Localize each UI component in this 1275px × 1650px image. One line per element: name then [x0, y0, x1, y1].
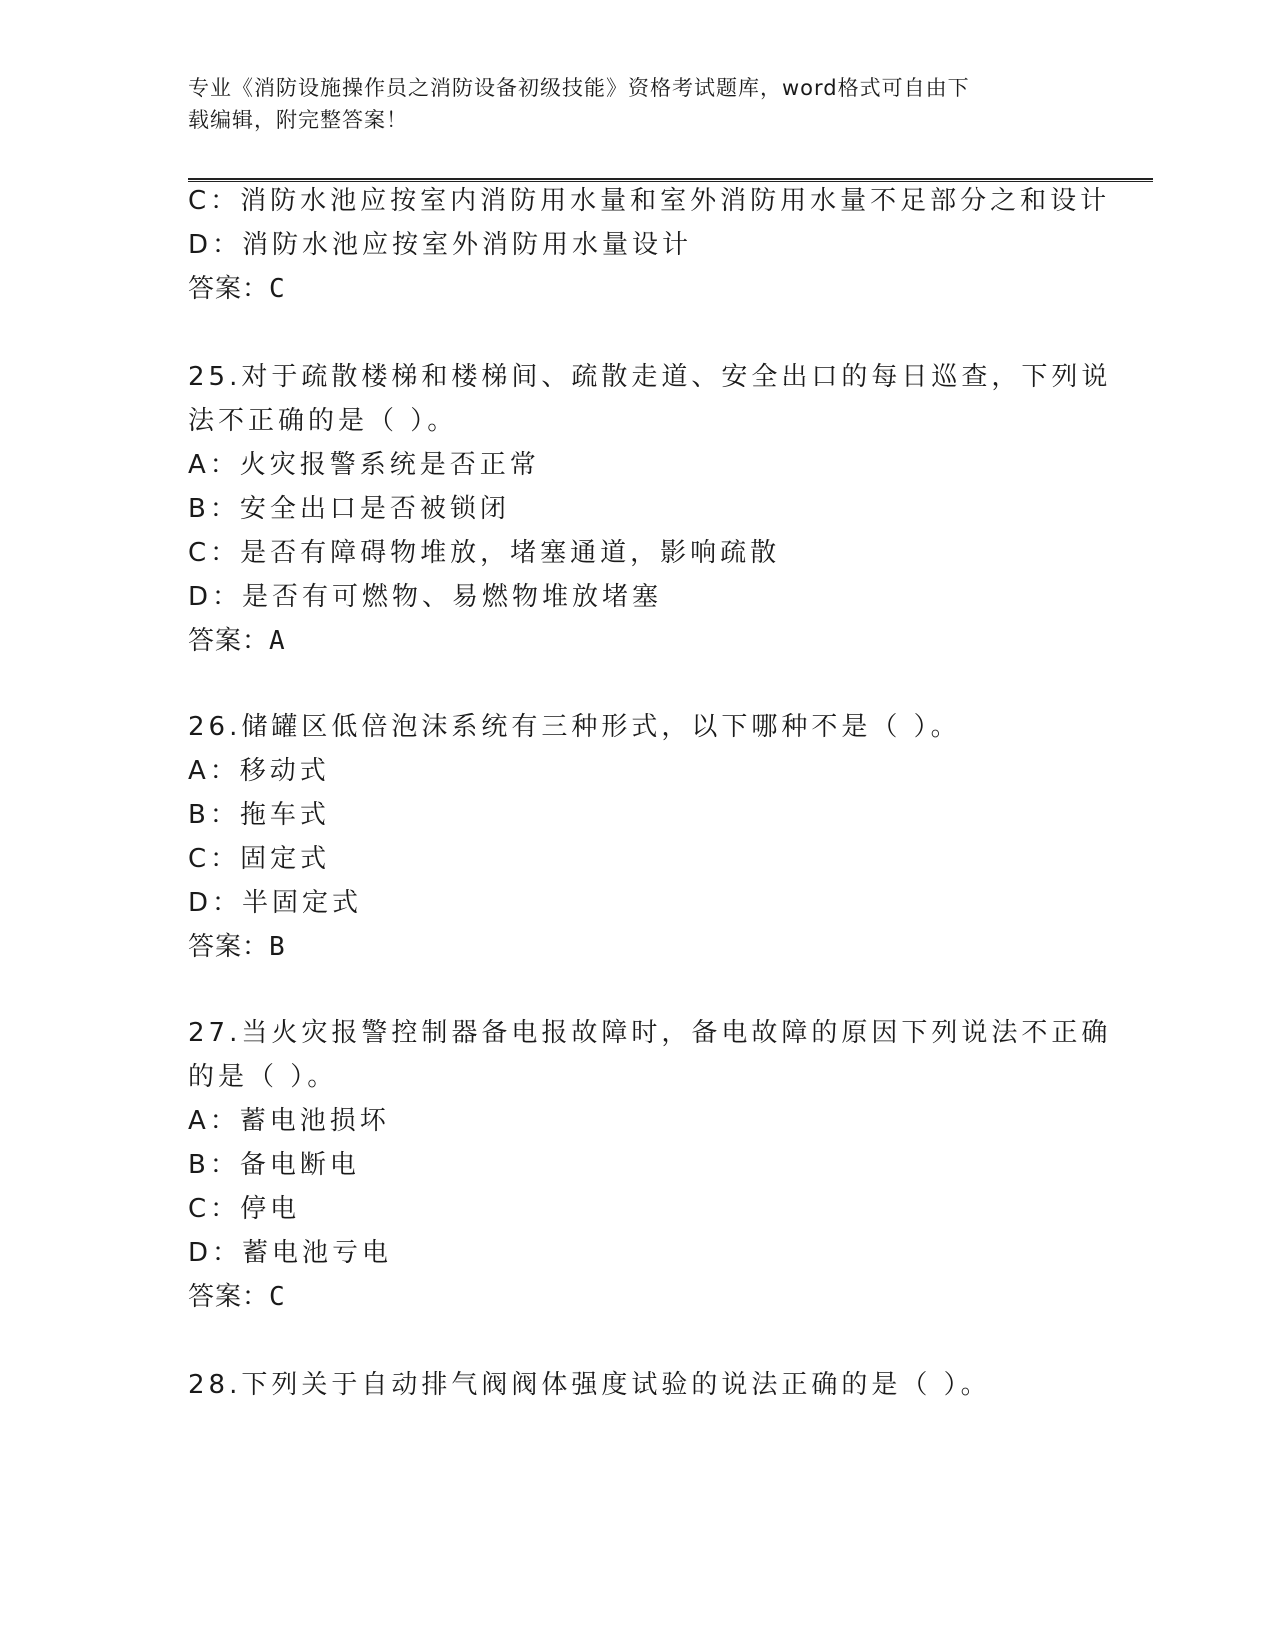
answer-value: A [269, 626, 286, 656]
q25-option-c: C：是否有障碍物堆放，堵塞通道，影响疏散 [188, 538, 781, 568]
q24-answer [188, 272, 286, 306]
header-line-2: 载编辑，附完整答案！ [188, 108, 408, 132]
q27-option-c: C：停电 [188, 1194, 301, 1224]
answer-label: 答案： [188, 932, 270, 962]
q27-stem-line-2: 的是（ ）。 [188, 1062, 338, 1092]
q28-stem-line-1: 28.下列关于自动排气阀阀体强度试验的说法正确的是（ ）。 [188, 1370, 991, 1400]
q25-stem-line-1: 25.对于疏散楼梯和楼梯间、疏散走道、安全出口的每日巡查，下列说 [188, 362, 1112, 392]
q25-option-d: D：是否有可燃物、易燃物堆放堵塞 [188, 582, 663, 612]
header-line-1: 专业《消防设施操作员之消防设备初级技能》资格考试题库，word格式可自由下 [188, 76, 970, 100]
q26-option-b: B：拖车式 [188, 800, 330, 830]
answer-value: C [269, 1282, 286, 1312]
q27-option-a: A：蓄电池损坏 [188, 1106, 390, 1136]
q25-option-b: B：安全出口是否被锁闭 [188, 494, 510, 524]
q24-option-d: D：消防水池应按室外消防用水量设计 [188, 230, 693, 260]
q27-option-b: B：备电断电 [188, 1150, 360, 1180]
q25-option-a: A：火灾报警系统是否正常 [188, 450, 540, 480]
answer-value: B [269, 932, 286, 962]
q25-stem-line-2: 法不正确的是（ ）。 [188, 406, 458, 436]
answer-label: 答案： [188, 626, 270, 656]
q27-answer [188, 1280, 286, 1314]
q27-stem-line-1: 27.当火灾报警控制器备电报故障时，备电故障的原因下列说法不正确 [188, 1018, 1112, 1048]
q24-option-c: C：消防水池应按室内消防用水量和室外消防用水量不足部分之和设计 [188, 186, 1111, 216]
q26-answer [188, 930, 286, 964]
answer-value: C [269, 274, 286, 304]
q27-option-d: D：蓄电池亏电 [188, 1238, 393, 1268]
answer-label: 答案： [188, 274, 270, 304]
header-divider [188, 178, 1153, 182]
answer-label: 答案： [188, 1282, 270, 1312]
q25-answer [188, 624, 286, 658]
q26-option-d: D：半固定式 [188, 888, 363, 918]
q26-stem-line-1: 26.储罐区低倍泡沫系统有三种形式，以下哪种不是（ ）。 [188, 712, 961, 742]
q26-option-c: C：固定式 [188, 844, 331, 874]
q26-option-a: A：移动式 [188, 756, 330, 786]
document-header [188, 72, 1068, 136]
